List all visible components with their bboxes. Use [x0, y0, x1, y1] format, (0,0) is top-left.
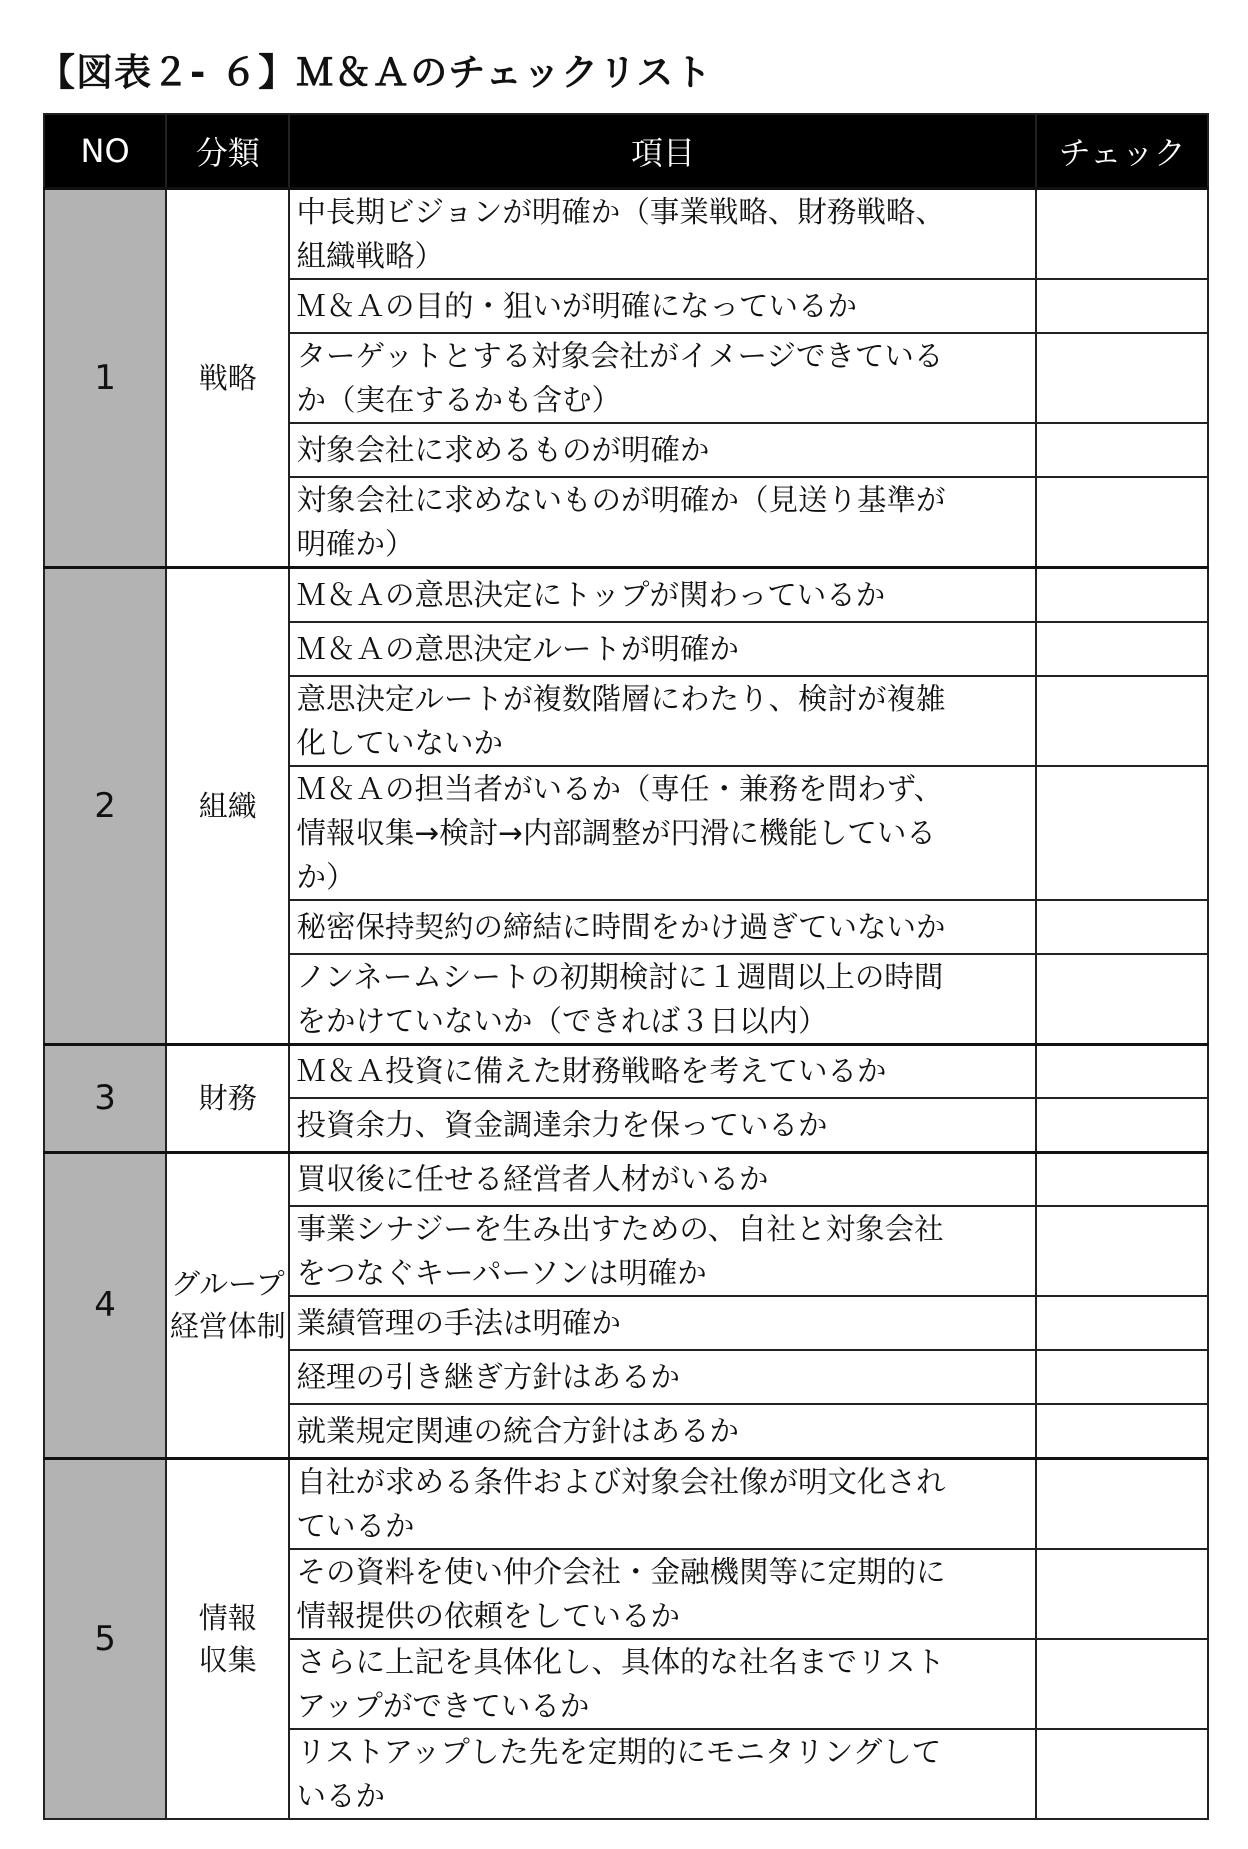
check-cell[interactable]: [1036, 1296, 1208, 1350]
header-check: チェック: [1036, 114, 1208, 189]
check-cell[interactable]: [1036, 900, 1208, 954]
check-cell[interactable]: [1036, 1729, 1208, 1819]
table-row: [44, 1044, 1208, 1098]
checklist-item: Ｍ＆Ａの意思決定ルートが明確か: [289, 622, 1036, 676]
header-category: 分類: [166, 114, 289, 189]
checklist-item: その資料を使い仲介会社・金融機関等に定期的に 情報提供の依頼をしているか: [289, 1549, 1036, 1639]
table-row: [44, 1152, 1208, 1206]
checklist-item: ノンネームシートの初期検討に１週間以上の時間 をかけていないか（できれば３日以内）: [289, 954, 1036, 1045]
checklist-item: ターゲットとする対象会社がイメージできている か（実在するかも含む）: [289, 333, 1036, 423]
check-cell[interactable]: [1036, 1350, 1208, 1404]
check-cell[interactable]: [1036, 568, 1208, 622]
checklist-item: 自社が求める条件および対象会社像が明文化され ているか: [289, 1458, 1036, 1549]
check-cell[interactable]: [1036, 1458, 1208, 1549]
check-cell[interactable]: [1036, 622, 1208, 676]
check-cell[interactable]: [1036, 1044, 1208, 1098]
checklist-item: Ｍ＆Ａの担当者がいるか（専任・兼務を問わず、 情報収集→検討→内部調整が円滑に機能している か）: [289, 766, 1036, 900]
check-cell[interactable]: [1036, 954, 1208, 1045]
check-cell[interactable]: [1036, 333, 1208, 423]
check-cell[interactable]: [1036, 279, 1208, 333]
check-cell[interactable]: [1036, 1206, 1208, 1296]
table-row: [44, 189, 1208, 280]
check-cell[interactable]: [1036, 676, 1208, 766]
table-row: [44, 1458, 1208, 1549]
checklist-item: 投資余力、資金調達余力を保っているか: [289, 1098, 1036, 1152]
checklist-item: Ｍ＆Ａの意思決定にトップが関わっているか: [289, 568, 1036, 622]
group-category: 戦略: [166, 189, 289, 568]
checklist-item: さらに上記を具体化し、具体的な社名までリスト アップができているか: [289, 1639, 1036, 1729]
group-category: グループ 経営体制: [166, 1152, 289, 1458]
check-cell[interactable]: [1036, 423, 1208, 477]
checklist-item: Ｍ＆Ａの目的・狙いが明確になっているか: [289, 279, 1036, 333]
check-cell[interactable]: [1036, 766, 1208, 900]
group-number: 5: [44, 1458, 166, 1819]
group-category: 組織: [166, 568, 289, 1045]
check-cell[interactable]: [1036, 1152, 1208, 1206]
checklist-item: 就業規定関連の統合方針はあるか: [289, 1404, 1036, 1458]
checklist-table: [43, 113, 1209, 1820]
check-cell[interactable]: [1036, 1639, 1208, 1729]
checklist-item: 経理の引き継ぎ方針はあるか: [289, 1350, 1036, 1404]
checklist-item: 業績管理の手法は明確か: [289, 1296, 1036, 1350]
checklist-body: [44, 189, 1208, 1819]
table-row: [44, 568, 1208, 622]
checklist-item: 対象会社に求めるものが明確か: [289, 423, 1036, 477]
group-number: 3: [44, 1044, 166, 1152]
checklist-item: 対象会社に求めないものが明確か（見送り基準が 明確か）: [289, 477, 1036, 568]
group-number: 1: [44, 189, 166, 568]
checklist-item: 意思決定ルートが複数階層にわたり、検討が複雑 化していないか: [289, 676, 1036, 766]
check-cell[interactable]: [1036, 477, 1208, 568]
checklist-item: 秘密保持契約の締結に時間をかけ過ぎていないか: [289, 900, 1036, 954]
check-cell[interactable]: [1036, 1549, 1208, 1639]
checklist-item: リストアップした先を定期的にモニタリングして いるか: [289, 1729, 1036, 1819]
checklist-item: 中長期ビジョンが明確か（事業戦略、財務戦略、 組織戦略）: [289, 189, 1036, 280]
check-cell[interactable]: [1036, 1404, 1208, 1458]
group-category: 情報 収集: [166, 1458, 289, 1819]
header-item: 項目: [289, 114, 1036, 189]
check-cell[interactable]: [1036, 189, 1208, 280]
page-title: 【図表２- ６】Ｍ＆Ａのチェックリスト: [38, 51, 713, 94]
checklist-item: 買収後に任せる経営者人材がいるか: [289, 1152, 1036, 1206]
check-cell[interactable]: [1036, 1098, 1208, 1152]
group-number: 2: [44, 568, 166, 1045]
header-row: [44, 114, 1208, 189]
header-no: NO: [44, 114, 166, 189]
checklist-item: 事業シナジーを生み出すための、自社と対象会社 をつなぐキーパーソンは明確か: [289, 1206, 1036, 1296]
group-number: 4: [44, 1152, 166, 1458]
checklist-item: Ｍ＆Ａ投資に備えた財務戦略を考えているか: [289, 1044, 1036, 1098]
group-category: 財務: [166, 1044, 289, 1152]
